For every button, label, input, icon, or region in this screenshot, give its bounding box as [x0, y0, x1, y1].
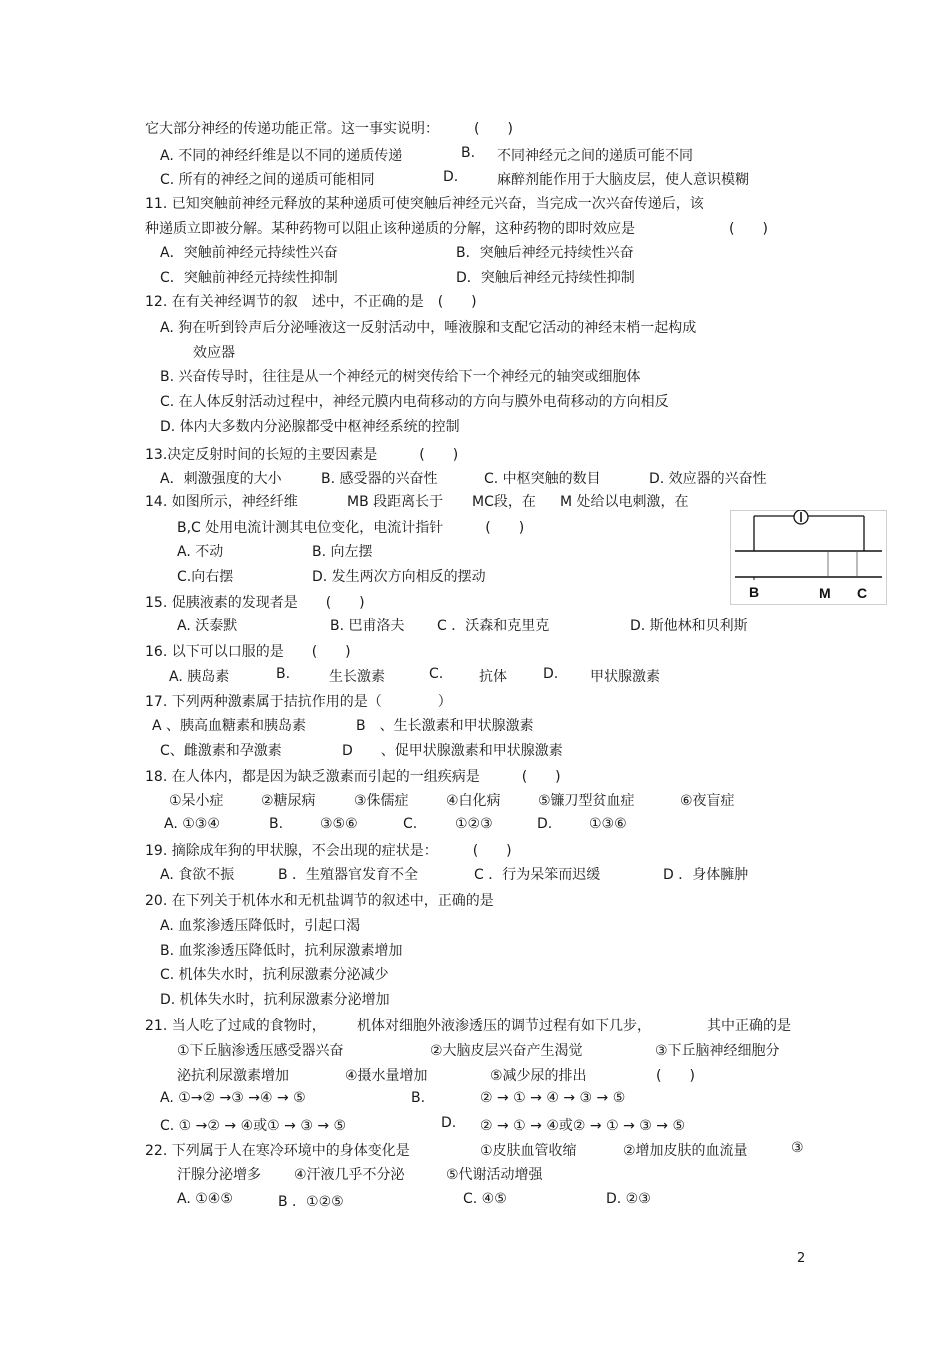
q13-option-b: B. 感受器的兴奋性	[321, 471, 438, 487]
q18-option-c-letter: C.	[403, 816, 418, 832]
q18-stem: 18. 在人体内，都是因为缺乏激素而引起的一组疾病是 ( )	[145, 769, 561, 785]
q11-option-c: C．突触前神经元持续性抑制	[160, 270, 338, 286]
q21-step-1: ①下丘脑渗透压感受器兴奋	[177, 1043, 344, 1059]
q10-option-b: 不同神经元之间的递质可能不同	[497, 148, 693, 164]
q14-stem-4: M 处给以电刺激，在	[560, 494, 689, 510]
q18-option-b: ③⑤⑥	[320, 816, 358, 832]
q18-option-d-letter: D.	[537, 816, 553, 832]
q11-stem-cont: 种递质立即被分解。某种药物可以阻止该种递质的分解，这种药物的即时效应是	[145, 221, 635, 237]
q22-option-b: B ．①②⑤	[278, 1194, 344, 1210]
q19-option-c: C ．行为呆笨而迟缓	[474, 867, 601, 883]
q18-item-3: ③侏儒症	[354, 793, 409, 809]
q19-option-d: D ．身体臃肿	[663, 867, 749, 883]
nerve-fiber-svg	[730, 510, 887, 605]
q13-option-d: D. 效应器的兴奋性	[649, 471, 767, 487]
q12-option-a-cont: 效应器	[193, 345, 235, 361]
q20-option-a: A. 血浆渗透压降低时，引起口渴	[160, 918, 361, 934]
q21-answer-bracket: ( )	[656, 1068, 695, 1084]
q18-option-b-letter: B.	[269, 816, 284, 832]
q15-option-b: B. 巴甫洛夫	[330, 618, 405, 634]
q21-stem-3: 其中正确的是	[707, 1018, 791, 1034]
q12-option-c: C. 在人体反射活动过程中，神经元膜内电荷移动的方向与膜外电荷移动的方向相反	[160, 394, 669, 410]
q22-item-2: ②增加皮肤的血流量	[623, 1143, 748, 1159]
q22-item-5: ⑤代谢活动增强	[446, 1167, 543, 1183]
label-m: M	[819, 585, 831, 601]
q19-option-a: A. 食欲不振	[160, 867, 235, 883]
q18-item-4: ④白化病	[446, 793, 501, 809]
q21-step-3: ③下丘脑神经细胞分	[655, 1043, 780, 1059]
q21-option-b: ② → ① → ④ → ③ → ⑤	[480, 1090, 626, 1106]
q18-option-a: A. ①③④	[164, 816, 220, 832]
q17-option-a: A 、胰高血糖素和胰岛素	[152, 718, 307, 734]
q22-option-a: A. ①④⑤	[177, 1191, 233, 1207]
q21-step-5: ⑤减少尿的排出	[490, 1068, 587, 1084]
q17-option-d: D 、促甲状腺激素和甲状腺激素	[342, 743, 563, 759]
q16-option-c: 抗体	[479, 669, 507, 685]
q14-stem-3: MC段，在	[472, 494, 536, 510]
q11-option-b: B．突触后神经元持续性兴奋	[456, 245, 634, 261]
q15-option-d: D. 斯他林和贝利斯	[630, 618, 748, 634]
q14-stem-cont: B,C 处用电流计测其电位变化，电流计指针 ( )	[177, 520, 525, 536]
q14-stem-1: 14. 如图所示，神经纤维	[145, 494, 298, 510]
q18-item-5: ⑤镰刀型贫血症	[538, 793, 635, 809]
q13-option-a: A．刺激强度的大小	[160, 471, 282, 487]
q12-option-d: D. 体内大多数内分泌腺都受中枢神经系统的控制	[160, 419, 460, 435]
q22-item-1: ①皮肤血管收缩	[480, 1143, 577, 1159]
q21-step-4: ④摄水量增加	[345, 1068, 428, 1084]
q16-option-a: A. 胰岛素	[169, 669, 230, 685]
q17-stem: 17. 下列两种激素属于拮抗作用的是（ ）	[145, 694, 452, 710]
q10-option-d-letter: D.	[443, 169, 459, 185]
q11-stem: 11. 已知突触前神经元释放的某种递质可使突触后神经元兴奋，当完成一次兴奋传递后，该	[145, 196, 704, 212]
q12-stem: 12. 在有关神经调节的叙 述中，不正确的是 ( )	[145, 294, 477, 310]
q12-option-b: B. 兴奋传导时，往往是从一个神经元的树突传给下一个神经元的轴突或细胞体	[160, 369, 641, 385]
q21-option-d: ② → ① → ④或② → ① → ③ → ⑤	[480, 1118, 686, 1134]
q21-option-c: C. ① →② → ④或① → ③ → ⑤	[160, 1118, 347, 1134]
q14-option-b: B. 向左摆	[312, 544, 373, 560]
page-number: 2	[797, 1251, 806, 1266]
q21-stem-1: 21. 当人吃了过咸的食物时，	[145, 1018, 326, 1034]
q14-stem-2: MB 段距离长于	[347, 494, 444, 510]
q15-stem: 15. 促胰液素的发现者是 ( )	[145, 595, 365, 611]
q22-item-3: 汗腺分泌增多	[177, 1167, 261, 1183]
q13-stem: 13.决定反射时间的长短的主要因素是 ( )	[145, 447, 459, 463]
q14-option-a: A. 不动	[177, 544, 224, 560]
q11-option-a: A．突触前神经元持续性兴奋	[160, 245, 338, 261]
q22-stem-1: 22. 下列属于人在寒冷环境中的身体变化是	[145, 1143, 410, 1159]
label-b: B	[749, 584, 760, 600]
q10-option-d: 麻醉剂能作用于大脑皮层，使人意识模糊	[497, 172, 749, 188]
q11-option-d: D．突触后神经元持续性抑制	[456, 270, 635, 286]
q11-answer-bracket: ( )	[729, 221, 768, 237]
q14-option-d: D. 发生两次方向相反的摆动	[312, 569, 486, 585]
q16-option-d-letter: D.	[543, 666, 559, 682]
q21-stem-2: 机体对细胞外液渗透压的调节过程有如下几步，	[357, 1018, 651, 1034]
q15-option-a: A. 沃泰默	[177, 618, 238, 634]
q21-option-d-letter: D.	[441, 1115, 457, 1131]
q16-stem: 16. 以下可以口服的是 ( )	[145, 644, 351, 660]
q18-option-c: ①②③	[455, 816, 493, 832]
q20-stem: 20. 在下列关于机体水和无机盐调节的叙述中，正确的是	[145, 893, 494, 909]
q18-item-2: ②糖尿病	[261, 793, 316, 809]
q16-option-c-letter: C.	[429, 666, 444, 682]
q14-option-c: C.向右摆	[177, 569, 234, 585]
q18-item-6: ⑥夜盲症	[680, 793, 735, 809]
q10-option-b-letter: B.	[461, 145, 476, 161]
q22-option-d: D. ②③	[606, 1191, 651, 1207]
q17-option-c: C、雌激素和孕激素	[160, 743, 282, 759]
q20-option-b: B. 血浆渗透压降低时，抗利尿激素增加	[160, 943, 403, 959]
q16-option-d: 甲状腺激素	[590, 669, 660, 685]
q22-item-3-marker: ③	[791, 1140, 804, 1156]
q21-step-3-cont: 泌抗利尿激素增加	[177, 1068, 289, 1084]
q19-option-b: B ．生殖器官发育不全	[278, 867, 419, 883]
q18-option-d: ①③⑥	[589, 816, 627, 832]
q15-option-c: C ．沃森和克里克	[437, 618, 550, 634]
q12-option-a: A. 狗在听到铃声后分泌唾液这一反射活动中，唾液腺和支配它活动的神经末梢一起构成	[160, 320, 697, 336]
q21-option-a: A. ①→② →③ →④ → ⑤	[160, 1090, 306, 1106]
label-c: C	[857, 585, 868, 601]
q22-option-c: C. ④⑤	[463, 1191, 507, 1207]
q21-option-b-letter: B.	[411, 1090, 426, 1106]
q10-option-a: A. 不同的神经纤维是以不同的递质传递	[160, 148, 403, 164]
q16-option-b-letter: B.	[276, 666, 291, 682]
line-continuation: 它大部分神经的传递功能正常。这一事实说明： ( )	[145, 121, 513, 137]
q17-option-b: B 、生长激素和甲状腺激素	[356, 718, 534, 734]
q13-option-c: C. 中枢突触的数目	[484, 471, 601, 487]
q16-option-b: 生长激素	[329, 669, 385, 685]
q18-item-1: ①呆小症	[169, 793, 224, 809]
q19-stem: 19. 摘除成年狗的甲状腺，不会出现的症状是： ( )	[145, 843, 512, 859]
q20-option-c: C. 机体失水时，抗利尿激素分泌减少	[160, 967, 389, 983]
q22-item-4: ④汗液几乎不分泌	[294, 1167, 405, 1183]
nerve-fiber-diagram	[730, 510, 887, 605]
q10-option-c: C. 所有的神经之间的递质可能相同	[160, 172, 375, 188]
q20-option-d: D. 机体失水时，抗利尿激素分泌增加	[160, 992, 390, 1008]
q21-step-2: ②大脑皮层兴奋产生渴觉	[430, 1043, 583, 1059]
